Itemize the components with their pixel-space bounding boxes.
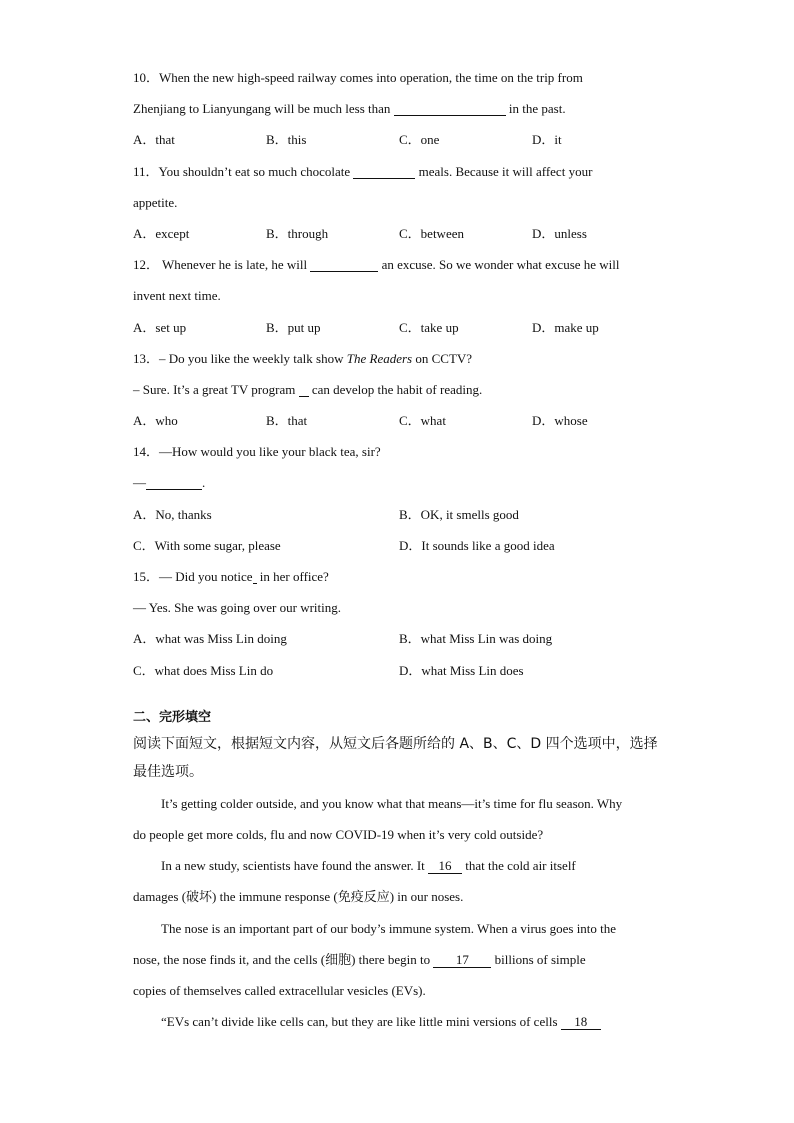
q11-stem-line2: appetite. [133, 194, 178, 210]
q13-stem-part2: on CCTV? [412, 350, 473, 366]
option-b: B．through [266, 225, 329, 241]
q14-stem-line1: 14．—How would you like your black tea, sir? [133, 444, 381, 460]
passage-text: nose, the nose finds it, and the cells (细胞) there begin to [133, 951, 434, 967]
q13-options [133, 405, 665, 436]
option-c: C．between [399, 225, 464, 241]
q15-stem-part2: in her office? [256, 569, 329, 584]
blank-18: 18 [561, 1014, 601, 1030]
q10-stem-part1: Zhenjiang to Lianyungang will be much less than [133, 101, 394, 117]
passage-p2-line1 [133, 850, 665, 881]
option-a: A．who [133, 413, 178, 429]
option-d: D．what Miss Lin does [399, 662, 524, 678]
option-c: C．With some sugar, please [133, 537, 281, 553]
option-b: B．what Miss Lin was doing [399, 631, 553, 647]
q10-stem-line2 [133, 93, 665, 124]
passage-text: that the cold air itself [462, 858, 576, 874]
section-instruction-line1: 阅读下面短文，根据短文内容，从短文后各题所给的 A、B、C、D 四个选项中，选择 [133, 735, 658, 752]
q15-options-row1 [133, 623, 665, 654]
q10-options [133, 124, 665, 155]
q13-stem-part4: can develop the habit of reading. [308, 381, 483, 397]
q15-stem-line2: — Yes. She was going over our writing. [133, 600, 341, 616]
q14-options-row2 [133, 530, 665, 561]
option-a: A．what was Miss Lin doing [133, 631, 287, 647]
q14-period: . [202, 475, 206, 491]
option-d: D．make up [532, 319, 599, 335]
q12-stem-part2: an excuse. So we wonder what excuse he will [378, 257, 620, 273]
option-d: D．whose [532, 413, 588, 429]
option-c: C．one [399, 132, 440, 148]
passage-p3-line2 [133, 944, 665, 975]
q15-stem-part1: 15．— Did you notice [133, 569, 253, 584]
answer-blank [394, 101, 506, 116]
q13-stem-line1 [133, 343, 665, 374]
passage-p1-line1: It’s getting colder outside, and you know what that means—it’s time for flu season. Why [161, 795, 623, 811]
q12-options [133, 312, 665, 343]
q10-stem-part2: in the past. [505, 101, 566, 117]
q11-stem-part1: 11．You shouldn’t eat so much chocolate [133, 163, 354, 179]
blank-17: 17 [433, 952, 491, 968]
section-title: 二、完形填空 [133, 709, 212, 725]
q13-stem-part3: – Sure. It’s a great TV program [133, 381, 299, 397]
blank-16: 16 [428, 858, 462, 874]
section-instruction-line2: 最佳选项。 [133, 763, 203, 780]
passage-p1-line2: do people get more colds, flu and now COVID-19 when it’s very cold outside? [133, 826, 544, 842]
q15-stem-line1 [133, 561, 665, 592]
answer-blank [310, 257, 378, 272]
option-c: C．what does Miss Lin do [133, 662, 274, 678]
answer-blank [353, 164, 415, 179]
option-b: B．that [266, 413, 308, 429]
show-title: The Readers [346, 350, 413, 366]
q11-stem-line1 [133, 156, 665, 187]
option-d: D．it [532, 132, 562, 148]
q12-stem-part1: 12． Whenever he is late, he will [133, 257, 311, 273]
option-c: C．what [399, 413, 446, 429]
q11-stem-part2: meals. Because it will affect your [415, 163, 593, 179]
option-a: A．set up [133, 319, 187, 335]
q14-options-row1 [133, 499, 665, 530]
passage-p4-line1 [133, 1006, 665, 1037]
q10-stem-line1: 10．When the new high-speed railway comes into operation, the time on the trip from [133, 70, 583, 85]
passage-text: billions of simple [491, 951, 586, 967]
passage-p3-line1: The nose is an important part of our body’s immune system. When a virus goes into the [161, 920, 617, 936]
passage-p3-line3: copies of themselves called extracellular vesicles (EVs). [133, 982, 426, 998]
option-a: A．No, thanks [133, 506, 212, 522]
q13-stem-line2 [133, 374, 665, 405]
option-d: D．unless [532, 225, 587, 241]
q12-stem-line1 [133, 249, 665, 280]
q14-dash: — [133, 475, 146, 491]
passage-text: In a new study, scientists have found the answer. It [161, 858, 429, 874]
option-d: D．It sounds like a good idea [399, 537, 555, 553]
option-b: B．OK, it smells good [399, 506, 519, 522]
answer-blank [299, 382, 309, 397]
q15-options-row2 [133, 655, 665, 686]
exam-page [133, 62, 665, 1037]
q13-stem-part1: 13．– Do you like the weekly talk show [133, 350, 347, 366]
q14-stem-line2 [133, 467, 665, 498]
passage-text: “EVs can’t divide like cells can, but they are like little mini versions of cells [161, 1014, 561, 1030]
q11-options [133, 218, 665, 249]
option-b: B．this [266, 132, 307, 148]
option-a: A．that [133, 132, 175, 148]
option-c: C．take up [399, 319, 459, 335]
option-a: A．except [133, 225, 190, 241]
option-b: B．put up [266, 319, 321, 335]
q12-stem-line2: invent next time. [133, 288, 221, 304]
answer-blank [146, 475, 202, 490]
passage-p2-line2: damages (破坏) the immune response (免疫反应) in our noses. [133, 889, 464, 905]
